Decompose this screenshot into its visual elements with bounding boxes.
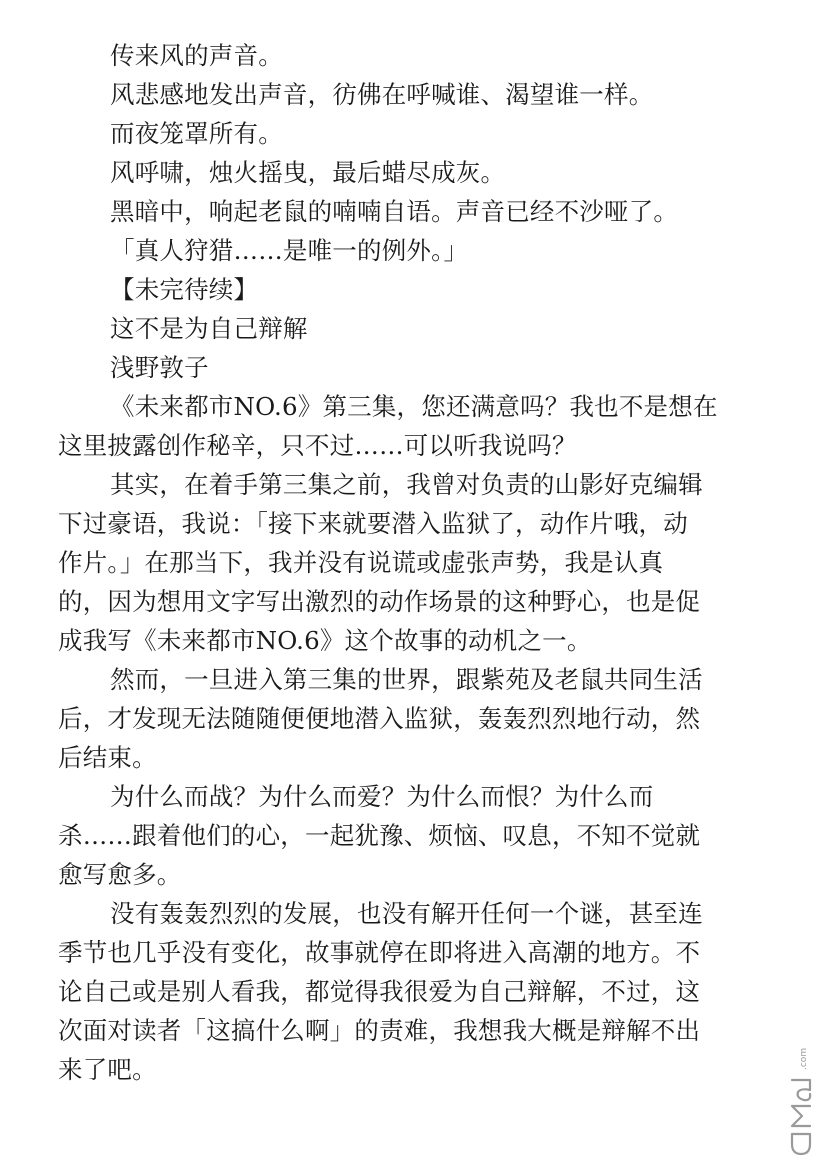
paragraph-line: 次面对读者「这搞什么啊」的责难，我想我大概是辩解不出: [58, 1016, 701, 1045]
paragraph: [58, 660, 754, 777]
paragraph-line: 其实，在着手第三集之前，我曾对负责的山影好克编辑: [110, 470, 703, 499]
to-be-continued-label: 【未完待续】: [110, 275, 259, 304]
dialogue-line: 「真人狩猎……是唯一的例外。」: [110, 236, 469, 265]
paragraph-line: 季节也几乎没有变化，故事就停在即将进入高潮的地方。不: [58, 938, 701, 967]
text-line: 风呼啸，烛火摇曳，最后蜡尽成灰。: [110, 158, 506, 187]
document-page: [58, 36, 754, 1089]
paragraph-line: 下过豪语，我说：「接下来就要潜入监狱了，动作片哦，动: [58, 509, 688, 538]
paragraph-line: 这里披露创作秘辛，只不过……可以听我说吗？: [58, 431, 577, 460]
paragraph: [58, 777, 754, 894]
author-name: 浅野敦子: [110, 353, 209, 382]
paragraph-line: 论自己或是别人看我，都觉得我很爱为自己辩解，不过，这: [58, 977, 701, 1006]
paragraph-line: 作片。」在那当下，我并没有说谎或虚张声势，我是认真: [58, 548, 664, 577]
paragraph-line: 后，才发现无法随随便便地潜入监狱，轰轰烈烈地行动，然: [58, 704, 701, 733]
paragraph-line: 的，因为想用文字写出激烈的动作场景的这种野心，也是促: [58, 587, 701, 616]
paragraph-line: 愈写愈多。: [58, 860, 182, 889]
paragraph-line: 没有轰轰烈烈的发展，也没有解开任何一个谜，甚至连: [110, 899, 703, 928]
afterword-title: 这不是为自己辩解: [110, 314, 308, 343]
text-line: 风悲感地发出声音，彷佛在呼喊谁、渴望谁一样。: [110, 80, 654, 109]
paragraph-line: 后结束。: [58, 743, 157, 772]
paragraph-line: 《未来都市NO.6》第三集，您还满意吗？我也不是想在: [110, 392, 718, 421]
paragraph-line: 然而，一旦进入第三集的世界，跟紫苑及老鼠共同生活: [110, 665, 703, 694]
paragraph-line: 杀……跟着他们的心，一起犹豫、烦恼、叹息，不知不觉就: [58, 821, 701, 850]
paragraph: [58, 465, 754, 660]
paragraph: [58, 894, 754, 1089]
svg-text:.com: .com: [799, 1047, 809, 1070]
dm5-watermark-logo: [784, 1040, 818, 1160]
paragraph-line: 来了吧。: [58, 1055, 157, 1084]
text-line: 而夜笼罩所有。: [110, 119, 283, 148]
text-line: 传来风的声音。: [110, 41, 283, 70]
paragraph-line: 为什么而战？为什么而爱？为什么而恨？为什么而: [110, 782, 654, 811]
paragraph-line: 成我写《未来都市NO.6》这个故事的动机之一。: [58, 626, 592, 655]
text-line: 黑暗中，响起老鼠的喃喃自语。声音已经不沙哑了。: [110, 197, 679, 226]
paragraph: [58, 387, 754, 465]
